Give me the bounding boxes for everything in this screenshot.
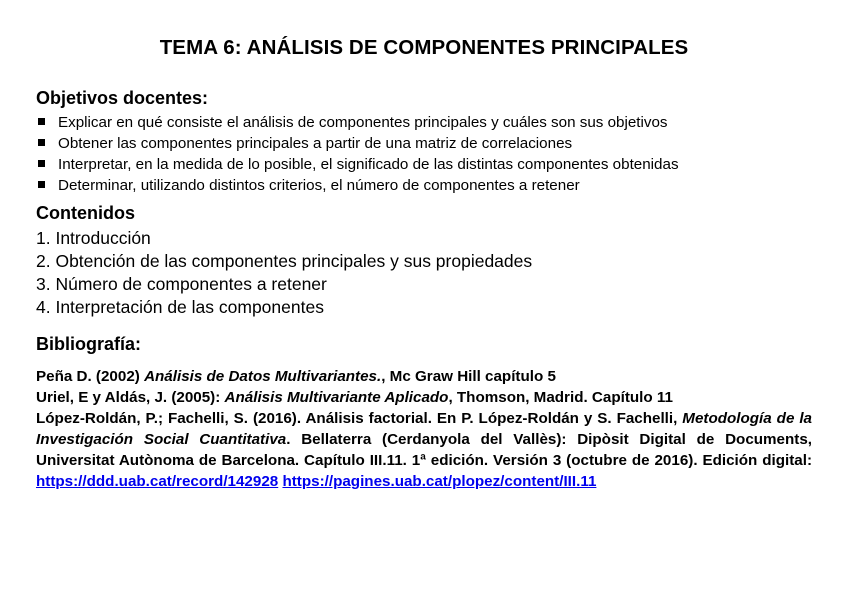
square-bullet-icon [38,160,45,167]
contents-item: 2. Obtención de las componentes principales y sus propiedades [36,251,533,271]
reference-publisher: , Mc Graw Hill capítulo 5 [381,368,556,385]
reference-title: Metodología de la Investigación Social Cuantitativa [36,410,812,448]
reference-publisher: . Bellaterra (Cerdanyola del Vallès): Dipòsit Digital de Documents, Universitat Autònoma de Barcelona. Capítulo III.11. 1ª edición. Versión 3 (octubre de 2016). Edición digital: [36,431,812,469]
reference-3 [36,408,812,492]
objective-text: Obtener las componentes principales a partir de una matriz de correlaciones [58,135,573,152]
square-bullet-icon [38,118,45,125]
contents-list [36,227,532,319]
objective-item [38,175,838,196]
reference-1 [36,366,812,387]
bibliography-list [36,366,812,492]
objective-text: Explicar en qué consiste el análisis de componentes principales y cuáles son sus objetivos [58,114,668,131]
contents-item: 4. Interpretación de las componentes [36,297,324,317]
objective-item [38,154,838,175]
contents-heading: Contenidos [36,203,135,223]
objectives-list [38,112,838,196]
objective-text: Interpretar, en la medida de lo posible, el significado de las distintas componentes obtenidas [58,156,679,173]
ddd-record-link[interactable]: https://ddd.uab.cat/record/142928 [36,473,279,490]
objectives-heading: Objetivos docentes: [36,88,209,108]
reference-author: López-Roldán, P.; Fachelli, S. (2016). Análisis factorial. En P. López-Roldán y S. Fachelli, [36,410,683,427]
square-bullet-icon [38,139,45,146]
objective-item [38,112,838,133]
reference-author: Uriel, E y Aldás, J. (2005): [36,389,225,406]
pagines-content-link[interactable]: https://pagines.uab.cat/plopez/content/III.11 [282,473,597,490]
square-bullet-icon [38,181,45,188]
reference-title: Análisis Multivariante Aplicado [224,389,449,406]
contents-item: 3. Número de componentes a retener [36,274,327,294]
reference-publisher: , Thomson, Madrid. Capítulo 11 [448,389,673,406]
reference-author: Peña D. (2002) [36,368,145,385]
objective-text: Determinar, utilizando distintos criterios, el número de componentes a retener [58,177,580,194]
reference-title: Análisis de Datos Multivariantes. [144,368,382,385]
page-title: TEMA 6: ANÁLISIS DE COMPONENTES PRINCIPALES [159,36,689,59]
bibliography-heading: Bibliografía: [36,334,142,354]
objective-item [38,133,838,154]
reference-2 [36,387,812,408]
contents-item: 1. Introducción [36,228,151,248]
